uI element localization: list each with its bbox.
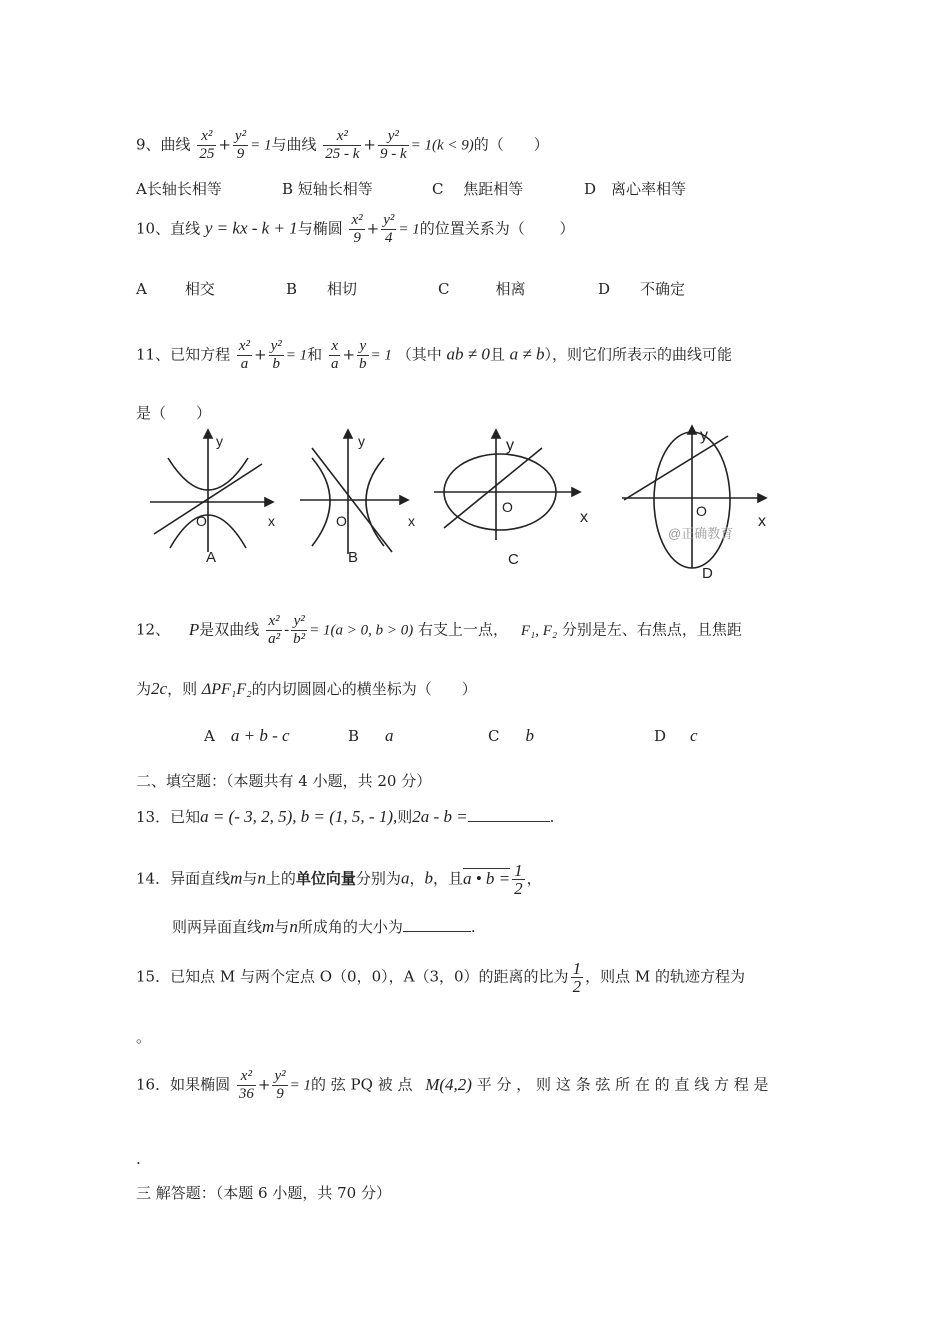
q15-stem: 15．已知点 M 与两个定点 O（0，0），A（3，0）的距离的比为 $\frac{1}{2}$ ，则点 M 的轨迹方程为 [136, 959, 745, 996]
graph-c-x-label: x [580, 509, 588, 526]
graph-a-y-label: y [216, 433, 223, 449]
q13-answer-blank[interactable] [468, 821, 550, 822]
q11-fraction-2: $\frac{\text{y²}}{b}$ [270, 338, 282, 372]
graph-b-origin: O [336, 513, 347, 529]
q10-option-a: A 相交 [136, 280, 215, 298]
q16-stem: 16．如果椭圆 $\frac{\text{x²}}{36}$ + $\frac{\text{y²}}{9}$ = 1的 弦 PQ 被 点 M(4,2) 平 分 ， 则 这 条 弦 所 在 的 直 线 方 程 是 [136, 1068, 769, 1102]
q12-stem: 12、 P是双曲线 $\frac{\text{x²}}{\text{a²}}$ - $\frac{\text{y²}}{\text{b²}}$ = 1(a > 0, b > 0) 右支上一点， F₁, F₂ 分别是左、右焦点，且焦距 [136, 613, 742, 647]
q10-option-c: C 相离 [438, 280, 526, 298]
q12-option-d: D c [654, 726, 698, 745]
q9-option-a: A长轴长相等 [136, 180, 222, 198]
q16-stem-line2: . [136, 1150, 141, 1168]
graph-a-letter: A [206, 549, 217, 566]
q14-stem: 14．异面直线m与n上的单位向量分别为a，b，且a • b = $\frac{1}{2}$ ， [136, 861, 542, 898]
q9-option-d: D 离心率相等 [584, 180, 687, 198]
q12-fraction-2: $\frac{\text{y²}}{\text{b²}}$ [293, 613, 306, 647]
q15-fraction: $\frac{1}{2}$ [572, 959, 582, 996]
graph-c-y-label: y [506, 437, 514, 454]
q11-graphs [140, 422, 800, 592]
graph-c-letter: C [508, 551, 519, 568]
graph-a-x-label: x [268, 513, 275, 529]
q10-fraction-1: $\frac{\text{x²}}{9}$ [351, 212, 363, 246]
graph-d [622, 426, 766, 582]
q13-stem: 13．已知a = (- 3, 2, 5), b = (1, 5, - 1),则2a - b = . [136, 807, 555, 826]
q11-stem-line2: 是（ ） [136, 404, 212, 422]
q14-fraction: $\frac{1}{2}$ [514, 861, 523, 898]
q11-fraction-4: $\frac{y}{b}$ [359, 338, 367, 372]
q9-option-b: B 短轴长相等 [282, 180, 373, 198]
watermark: @正确教育 [668, 526, 734, 541]
q11-fraction-1: $\frac{\text{x²}}{a}$ [238, 338, 251, 372]
section-3-heading: 三 解答题：（本题 6 小题，共 70 分） [136, 1184, 391, 1202]
graph-b-y-label: y [358, 433, 365, 449]
q9-fraction-3: $\frac{\text{x²}}{25 - k}$ [325, 128, 360, 162]
graph-b [300, 430, 415, 566]
q10-option-d: D 不确定 [598, 280, 686, 298]
graph-d-y-label: y [700, 427, 708, 444]
q11-stem: 11、已知方程 $\frac{\text{x²}}{a}$ + $\frac{\text{y²}}{b}$ = 1和 $\frac{x}{a}$ + $\frac{y}{b}$ = 1 （其中 ab ≠ 0且 a ≠ b），则它们所表示的曲线可能 [136, 338, 732, 372]
q16-fraction-1: $\frac{\text{x²}}{36}$ [238, 1068, 254, 1102]
q10-line-equation: y = kx - k + 1 [204, 218, 298, 238]
q10-fraction-2: $\frac{\text{y²}}{4}$ [383, 212, 395, 246]
graph-b-x-arrow [400, 496, 408, 504]
q14-stem-line2: 则两异面直线m与n所成角的大小为 . [172, 917, 476, 936]
graph-c-line [444, 448, 542, 528]
graph-b-x-label: x [408, 513, 415, 529]
graph-a-x-arrow [265, 498, 273, 506]
graph-d-line [624, 436, 728, 500]
graph-c-origin: O [502, 499, 513, 515]
q11-fraction-3: $\frac{x}{a}$ [330, 338, 339, 372]
graph-c-x-arrow [572, 488, 580, 496]
graph-b-hyperbola-left [312, 458, 330, 546]
graph-c [434, 430, 588, 568]
q12-stem-line2: 为2c，则 ΔPF₁F₂的内切圆圆心的横坐标为（ ） [136, 679, 477, 698]
q14-answer-blank[interactable] [403, 931, 471, 932]
q10-option-b: B 相切 [286, 280, 358, 298]
q9-option-c: C 焦距相等 [432, 180, 524, 198]
graph-c-y-arrow [492, 430, 500, 438]
graph-a [150, 430, 275, 566]
graph-d-x-label: x [758, 513, 766, 530]
graph-d-origin: O [696, 503, 707, 519]
q10-stem: 10、直线 y = kx - k + 1与椭圆 $\frac{\text{x²}}{9}$ + $\frac{\text{y²}}{4}$ = 1的位置关系为（ ） [136, 212, 575, 246]
q9-fraction-4: $\frac{\text{y²}}{9 - k}$ [379, 128, 407, 162]
graph-a-y-arrow [204, 430, 212, 438]
q12-option-b: B a [348, 726, 394, 745]
q12-option-a: A a + b - c [204, 726, 290, 745]
q9-fraction-1: $\frac{\text{x²}}{25}$ [199, 128, 215, 162]
q12-fraction-1: $\frac{\text{x²}}{\text{a²}}$ [268, 613, 281, 647]
graph-d-x-arrow [758, 494, 766, 502]
graph-d-letter: D [702, 565, 713, 582]
q15-stem-line2: 。 [136, 1028, 152, 1046]
graph-b-y-arrow [344, 430, 352, 438]
q9-stem: 9、曲线 $\frac{\text{x²}}{25}$ + $\frac{\text{y²}}{9}$ = 1与曲线 $\frac{\text{x²}}{25 - k}$ + $\frac{\text{y²}}{9 - k}$ = 1(k < 9)的（ ） [136, 128, 549, 162]
q12-option-c: C b [488, 726, 534, 745]
q9-number: 9、 [136, 135, 161, 154]
q16-fraction-2: $\frac{\text{y²}}{9}$ [274, 1068, 286, 1102]
graph-b-hyperbola-right [366, 458, 384, 546]
graph-b-letter: B [348, 549, 359, 566]
graph-a-origin: O [196, 513, 207, 529]
q9-fraction-2: $\frac{\text{y²}}{9}$ [234, 128, 247, 162]
section-2-heading: 二、填空题：（本题共有 4 小题，共 20 分） [136, 772, 432, 790]
